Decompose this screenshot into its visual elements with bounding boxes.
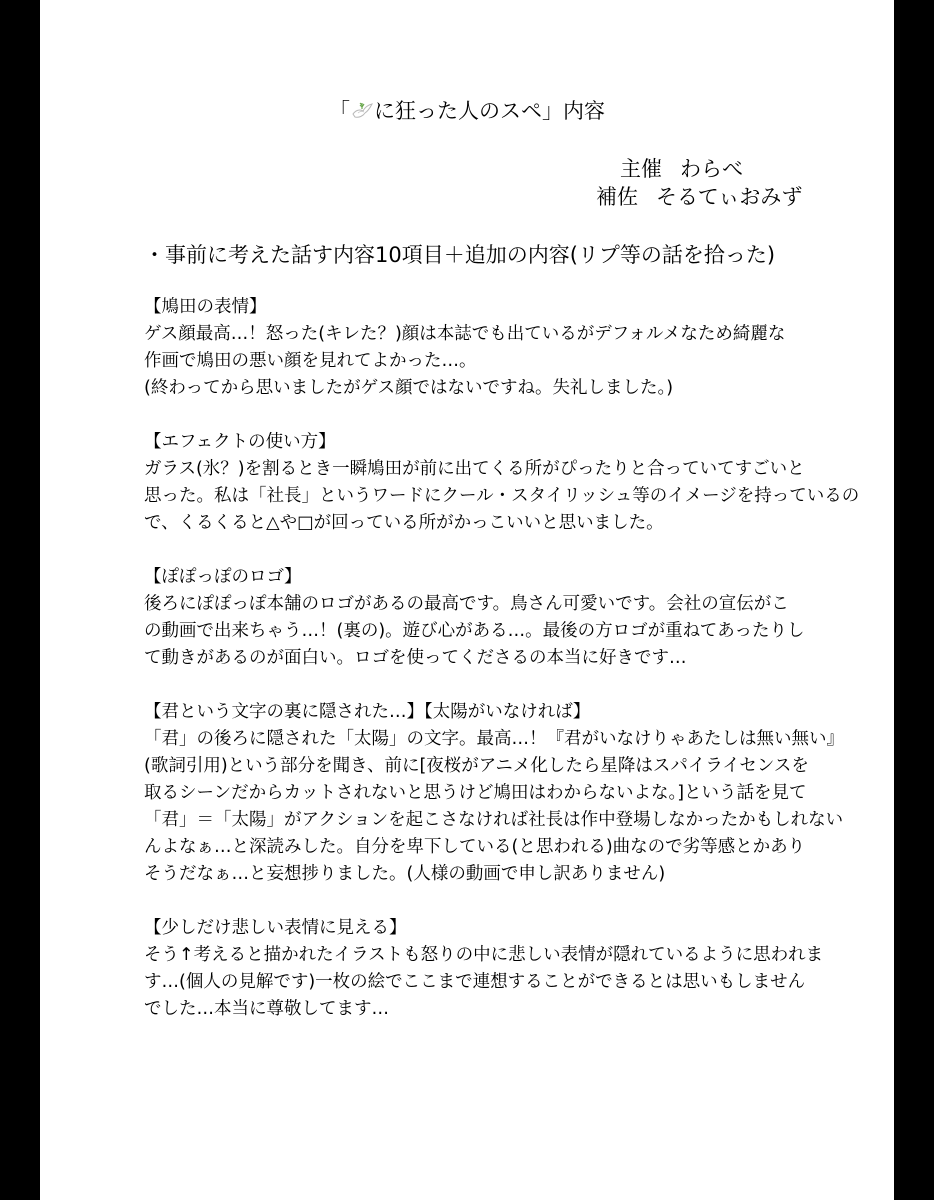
paragraph-line: 「君」の後ろに隠された「太陽」の文字。最高…！『君がいなけりゃあたしは無い無い』 [144, 729, 844, 749]
paragraph-line: でした…本当に尊敬してます… [144, 999, 389, 1019]
paragraph-line: の動画で出来ちゃう…！(裏の)。遊び心がある…。最後の方ロゴが重ねてあったりし [144, 621, 805, 641]
title-open-bracket: 「 [329, 99, 350, 123]
paragraph-line: 「君」＝「太陽」がアクションを起こさなければ社長は作中登場しなかったかもしれない [144, 810, 844, 830]
intro-line: ・事前に考えた話す内容10項目＋追加の内容(リプ等の話を拾った) [144, 243, 776, 267]
section-poppoppo-logo [144, 564, 864, 672]
paragraph-line: ゲス顔最高…！怒った(キレた？)顔は本誌でも出ているがデフォルメなため綺麗な [144, 324, 786, 344]
paragraph-line: ガラス(氷？)を割るとき一瞬鳩田が前に出てくる所がぴったりと合っていてすごいと [144, 459, 805, 479]
document-body [144, 294, 864, 1050]
section-heading: 【少しだけ悲しい表情に見える】 [144, 918, 407, 938]
paragraph-line: そう↑考えると描かれたイラストも怒りの中に悲しい表情が隠れているように思われま [144, 945, 824, 965]
page-title [40, 96, 894, 126]
paragraph-line: で、くるくると△や□が回っている所がかっこいいと思いました。 [144, 513, 664, 533]
document-page [40, 0, 894, 1200]
paragraph-line: (終わってから思いましたがゲス顔ではないですね。失礼しました。) [144, 378, 674, 398]
paragraph-line: 取るシーンだからカットされないと思うけど鳩田はわからないよな。]という話を見て [144, 783, 807, 803]
section-hidden-text [144, 699, 864, 888]
paragraph-line: 後ろにぽぽっぽ本舗のロゴがあるの最高です。鳥さん可愛いです。会社の宣伝がこ [144, 594, 789, 614]
dove-icon [350, 100, 374, 122]
paragraph-line: んよなぁ…と深読みした。自分を卑下している(と思われる)曲なので劣等感とかあり [144, 837, 806, 857]
paragraph-line: (歌詞引用)という部分を聞き、前に[夜桜がアニメ化したら星降はスパイライセンスを [144, 756, 809, 776]
section-sad-expression [144, 915, 864, 1023]
organizer-role: 補佐 [596, 185, 638, 209]
section-hatoda-expression [144, 294, 864, 402]
organizer-assistant [596, 182, 802, 212]
title-text: に狂った人のスペ」内容 [374, 99, 605, 123]
paragraph-line: そうだなぁ…と妄想捗りました。(人様の動画で申し訳ありません) [144, 864, 666, 884]
section-heading: 【君という文字の裏に隠された…】【太陽がいなければ】 [144, 702, 591, 722]
paragraph-line: 思った。私は「社長」というワードにクール・スタイリッシュ等のイメージを持っているの [144, 486, 860, 506]
organizer-name: そるてぃおみず [656, 185, 803, 209]
paragraph-line: 作画で鳩田の悪い顔を見れてよかった…。 [144, 351, 477, 371]
section-heading: 【ぽぽっぽのロゴ】 [144, 567, 302, 587]
organizer-host [620, 154, 743, 184]
paragraph-line: す…(個人の見解です)一枚の絵でここまで連想することができるとは思いもしません [144, 972, 806, 992]
organizer-name: わらべ [680, 157, 743, 181]
section-heading: 【エフェクトの使い方】 [144, 432, 336, 452]
section-heading: 【鳩田の表情】 [144, 297, 267, 317]
organizer-role: 主催 [620, 157, 662, 181]
paragraph-line: て動きがあるのが面白い。ロゴを使ってくださるの本当に好きです… [144, 648, 687, 668]
section-effects [144, 429, 864, 537]
